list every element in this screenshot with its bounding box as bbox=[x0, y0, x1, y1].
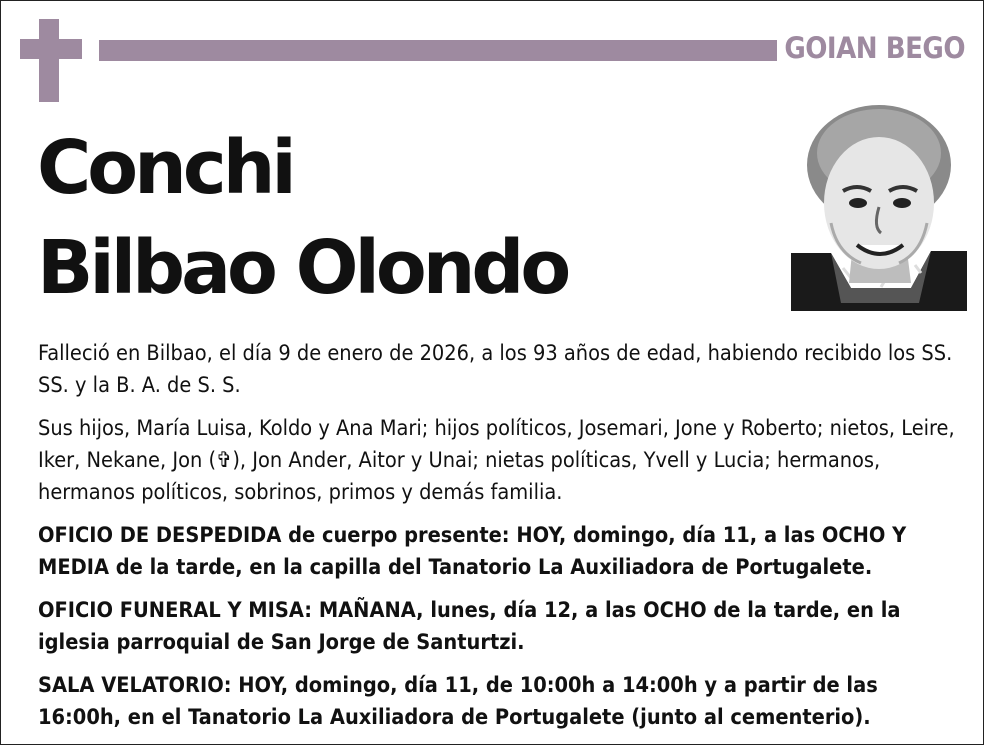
family-text-after: ), Jon Ander, Aitor y Unai; nietas políticas, Yvell y Lucia; hermanos, hermanos políticos, sobrinos, primos y demás familia. bbox=[38, 448, 881, 505]
cross-icon bbox=[39, 19, 59, 102]
deceased-last-name: Bilbao Olondo bbox=[37, 225, 568, 311]
header-bar bbox=[99, 40, 777, 61]
notice-body bbox=[38, 338, 958, 745]
cross-icon-arm bbox=[20, 39, 82, 59]
family-paragraph bbox=[38, 413, 958, 509]
portrait-photo bbox=[791, 103, 967, 311]
farewell-paragraph: OFICIO DE DESPEDIDA de cuerpo presente: HOY, domingo, día 11, a las OCHO Y MEDIA de la tarde, en la capilla del Tanatorio La Auxiliadora de Portugalete. bbox=[38, 523, 907, 580]
deceased-first-name: Conchi bbox=[37, 125, 293, 211]
deceased-cross-symbol: ✞ bbox=[216, 448, 233, 473]
family-text-before: Sus hijos, María Luisa, Koldo y Ana Mari; hijos políticos, Josemari, Jone y Roberto; nietos, Leire, Iker, Nekane, Jon ( bbox=[38, 416, 955, 473]
wake-paragraph: SALA VELATORIO: HOY, domingo, día 11, de 10:00h a 14:00h y a partir de las 16:00h, en el Tanatorio La Auxiliadora de Portugalete (junto al cementerio). bbox=[38, 673, 878, 730]
brand-name: GOIAN BEGO bbox=[784, 31, 965, 65]
funeral-paragraph: OFICIO FUNERAL Y MISA: MAÑANA, lunes, día 12, a las OCHO de la tarde, en la iglesia parroquial de San Jorge de Santurtzi. bbox=[38, 598, 901, 655]
death-paragraph: Falleció en Bilbao, el día 9 de enero de 2026, a los 93 años de edad, habiendo recibido los SS. SS. y la B. A. de S. S. bbox=[38, 341, 953, 398]
